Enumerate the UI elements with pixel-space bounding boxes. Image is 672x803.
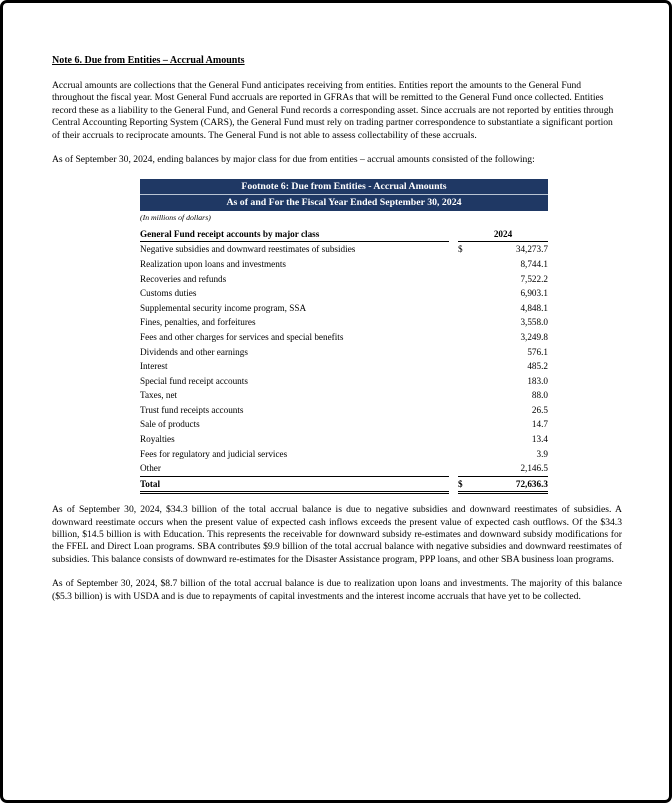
table-total-row (140, 476, 548, 493)
row-label: Royalties (140, 434, 175, 444)
total-label: Total (140, 476, 449, 493)
table-row (140, 271, 548, 286)
currency-symbol (458, 461, 484, 476)
row-value: 3,558.0 (520, 317, 548, 328)
table-column-gap (449, 271, 458, 286)
row-label: Recoveries and refunds (140, 273, 227, 284)
row-value: 6,903.1 (520, 288, 548, 299)
currency-symbol (458, 344, 484, 359)
table-title-banner (140, 179, 548, 211)
currency-symbol (458, 271, 484, 286)
row-value: 4,848.1 (520, 302, 548, 313)
currency-symbol (458, 359, 484, 374)
footnote-table (140, 179, 548, 494)
row-value: 14.7 (531, 419, 548, 430)
row-label: Trust fund receipts accounts (140, 404, 244, 415)
column-header-year: 2024 (458, 227, 548, 242)
table-row (140, 446, 548, 461)
table-row (140, 374, 548, 389)
currency-symbol (458, 403, 484, 418)
row-label: Interest (140, 361, 168, 372)
table-column-gap (449, 461, 458, 476)
row-label: Special fund receipt accounts (140, 375, 248, 386)
row-value: 3,249.8 (520, 331, 548, 342)
currency-symbol (458, 315, 484, 330)
row-value: 13.4 (531, 434, 548, 444)
row-label: Dividends and other earnings (140, 346, 248, 357)
table-row (140, 242, 548, 257)
currency-symbol (458, 388, 484, 403)
table-column-gap (449, 432, 458, 447)
table-column-gap (449, 476, 458, 493)
note-title: Note 6. Due from Entities – Accrual Amounts (52, 55, 245, 66)
currency-symbol (458, 432, 484, 447)
row-label: Other (140, 461, 449, 476)
currency-symbol: $ (458, 476, 484, 493)
table-row (140, 257, 548, 272)
row-value: 485.2 (527, 361, 548, 372)
row-value: 3.9 (536, 448, 548, 459)
table-title-line2: As of and For the Fiscal Year Ended September 30, 2024 (226, 197, 462, 209)
table-row (140, 330, 548, 345)
table-column-gap (449, 446, 458, 461)
table-column-gap (449, 388, 458, 403)
table-row (140, 301, 548, 316)
row-value: 183.0 (527, 375, 548, 386)
total-value: 72,636.3 (484, 476, 548, 493)
row-value: 7,522.2 (520, 273, 548, 284)
row-label: Negative subsidies and downward reestimates of subsidies (140, 244, 356, 255)
row-label: Supplemental security income program, SSA (140, 302, 307, 313)
table-column-gap (449, 286, 458, 301)
table-row (140, 344, 548, 359)
table-row (140, 286, 548, 301)
row-value: 8,744.1 (520, 259, 548, 270)
row-label: Sale of products (140, 419, 200, 430)
table-row (140, 359, 548, 374)
column-header-label: General Fund receipt accounts by major class (140, 227, 449, 242)
currency-symbol (458, 330, 484, 345)
table-row (140, 388, 548, 403)
currency-symbol (458, 301, 484, 316)
currency-symbol (458, 286, 484, 301)
currency-symbol: $ (458, 244, 463, 255)
row-label: Customs duties (140, 288, 197, 299)
table-column-gap (449, 227, 458, 242)
table-column-gap (449, 374, 458, 389)
table-row (140, 417, 548, 432)
paragraph-table-intro: As of September 30, 2024, ending balances by major class for due from entities – accrual amounts consisted of the following: (52, 154, 535, 166)
row-value: 2,146.5 (484, 461, 548, 476)
row-label: Fees for regulatory and judicial services (140, 448, 288, 459)
table-column-gap (449, 257, 458, 272)
accrual-amounts-table (140, 227, 548, 494)
table-column-gap (449, 242, 458, 257)
table-column-gap (449, 417, 458, 432)
row-label: Fines, penalties, and forfeitures (140, 317, 256, 328)
table-column-gap (449, 403, 458, 418)
units-note: (In millions of dollars) (140, 212, 211, 222)
table-row (140, 432, 548, 447)
row-value: 88.0 (531, 390, 548, 401)
table-column-gap (449, 359, 458, 374)
table-row (140, 461, 548, 476)
currency-symbol (458, 374, 484, 389)
table-header-row (140, 227, 548, 242)
paragraph-realization-loans: As of September 30, 2024, $8.7 billion of the total accrual balance is due to realization upon loans and investments. The majority of this balance ($5.3 billion) is with USDA and is due to repayments of capital investments and the interest income accruals that have yet to be collected. (52, 578, 622, 602)
table-column-gap (449, 344, 458, 359)
table-row (140, 403, 548, 418)
table-column-gap (449, 301, 458, 316)
row-value: 576.1 (527, 346, 548, 357)
table-title-line1: Footnote 6: Due from Entities - Accrual Amounts (140, 179, 548, 196)
row-value: 34,273.7 (515, 244, 548, 255)
row-value: 26.5 (531, 404, 548, 415)
paragraph-negative-subsidies: As of September 30, 2024, $34.3 billion of the total accrual balance is due to negative subsidies and downward reestimates of subsidies. A downward reestimate occurs when the present value of expected cash inflows exceeds the present value of expected cash outflows. Of the $34.3 billion, $14.5 billion is with Education. This represents the receivable for downward subsidy re-estimates and downward subsidy modifications for the FFEL and Direct Loan programs. SBA contributes $9.9 billion of the total accrual balance with negative subsidies and downward reestimates of subsidies. This balance consists of downward re-estimates for the Disaster Assistance program, PPP loans, and other SBA business loan programs. (52, 504, 622, 565)
row-label: Realization upon loans and investments (140, 259, 286, 270)
currency-symbol (458, 417, 484, 432)
row-label: Fees and other charges for services and special benefits (140, 331, 344, 342)
currency-symbol (458, 257, 484, 272)
table-row (140, 315, 548, 330)
table-column-gap (449, 315, 458, 330)
paragraph-accrual-overview: Accrual amounts are collections that the General Fund anticipates receiving from entities. Entities report the amounts to the General Fund throughout the fiscal year. Most General Fund accruals are reported in GFRAs that will be remitted to the General Fund once collected. Entities record these as a liability to the General Fund, and General Fund records a corresponding asset. Since accruals are not reported by entities through Central Accounting Reporting System (CARS), the General Fund must rely on trading partner correspondence to substantiate a significant portion of their accruals to reciprocate amounts. The General Fund is not able to assess collectability of these accruals. (52, 80, 614, 141)
page-content (3, 3, 669, 603)
table-column-gap (449, 330, 458, 345)
row-label: Taxes, net (140, 390, 178, 401)
currency-symbol (458, 446, 484, 461)
